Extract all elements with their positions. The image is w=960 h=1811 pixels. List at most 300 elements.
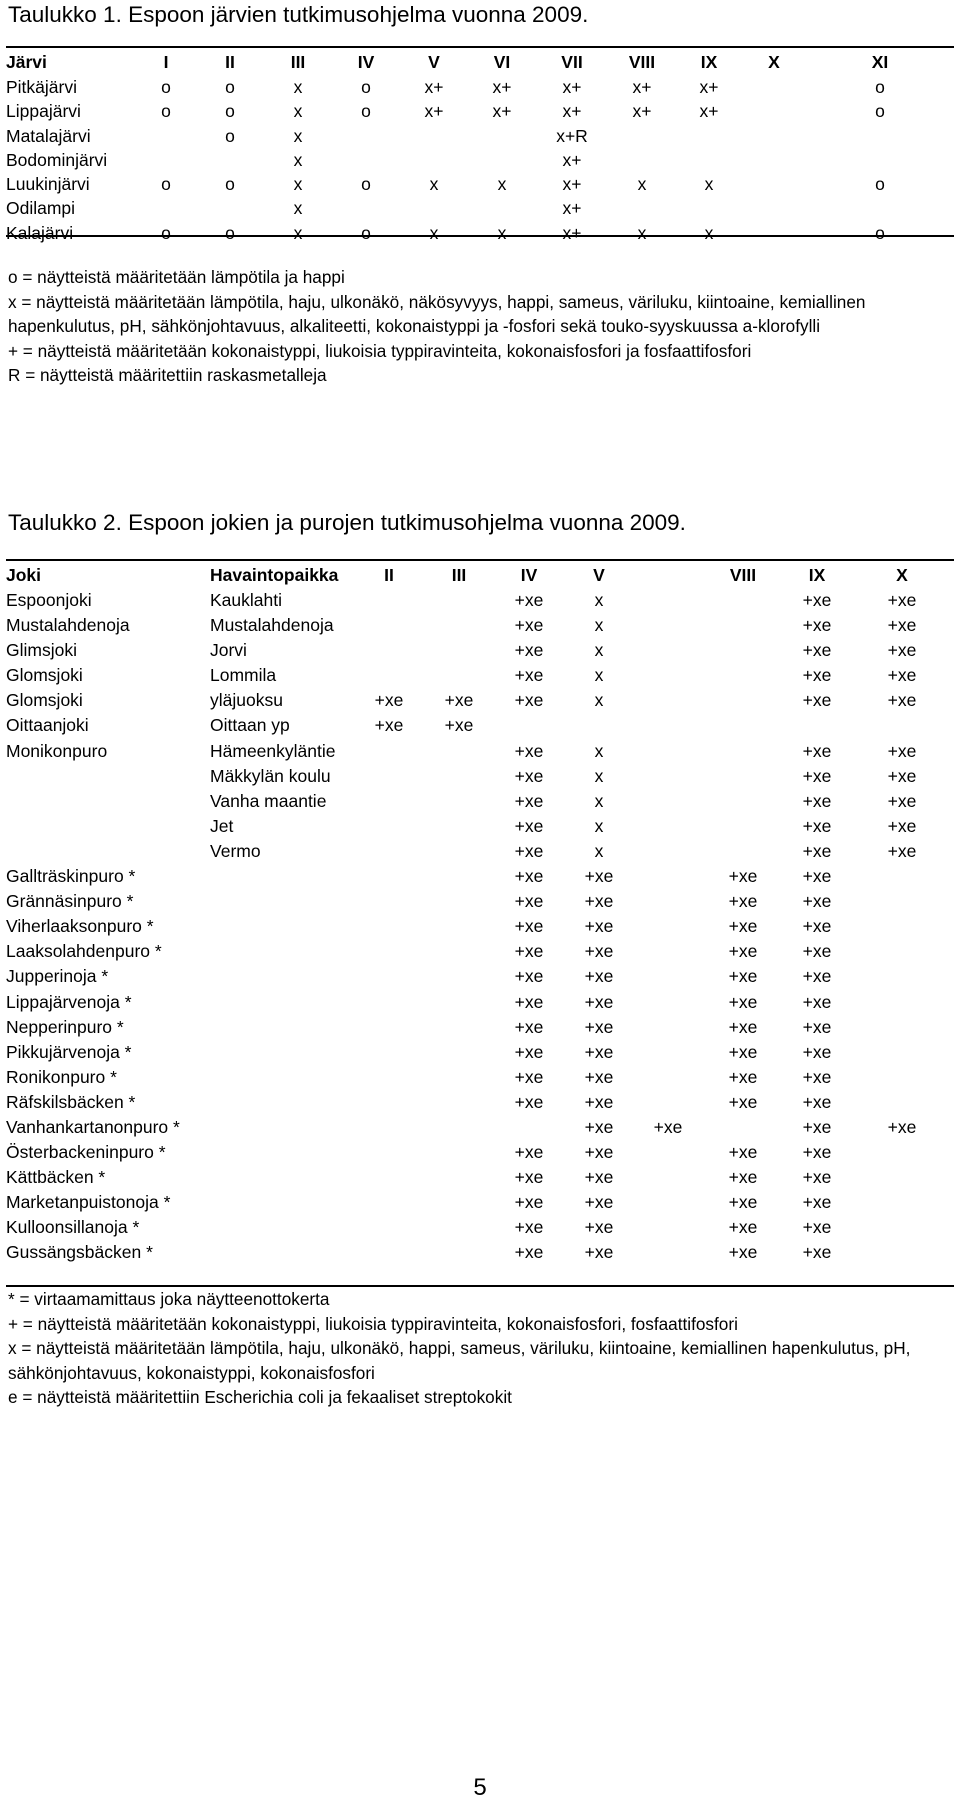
- table-cell: [634, 814, 702, 839]
- table-cell: +xe: [802, 790, 832, 811]
- table-cell: +xe: [584, 941, 614, 962]
- table-cell: [136, 148, 196, 172]
- table-cell: [702, 613, 784, 638]
- header-row: [6, 562, 954, 588]
- table-row: [6, 1190, 954, 1215]
- row-label: Gussängsbäcken *: [6, 1242, 153, 1263]
- table-cell: [850, 713, 954, 738]
- table-cell: +xe: [887, 615, 917, 636]
- table-cell: +xe: [514, 1041, 544, 1062]
- column-header: II: [225, 52, 235, 72]
- table-cell: +xe: [802, 1041, 832, 1062]
- table-cell: [634, 739, 702, 764]
- table-cell: +xe: [584, 1116, 614, 1137]
- row-label: [210, 1015, 354, 1040]
- table-cell: x: [637, 222, 647, 243]
- table-cell: +xe: [584, 991, 614, 1012]
- table-cell: +xe: [514, 765, 544, 786]
- table-cell: +xe: [514, 916, 544, 937]
- table-row: [6, 814, 954, 839]
- table-cell: +xe: [514, 1091, 544, 1112]
- table-cell: [400, 148, 468, 172]
- table-cell: o: [161, 77, 171, 97]
- row-label: [210, 864, 354, 889]
- table-cell: [424, 638, 494, 663]
- table2-notes: [8, 1287, 952, 1410]
- table-cell: x: [293, 101, 303, 122]
- table-cell: +xe: [802, 1016, 832, 1037]
- footnote: x = näytteistä määritetään lämpötila, haju, ulkonäkö, happi, sameus, väriluku, kiintoaine, kemiallinen hapenkulutus, pH, sähkönjohtavuus, kokonaistyppi, kokonaisfosfori: [8, 1338, 911, 1383]
- table-cell: x: [637, 174, 647, 195]
- table-cell: [742, 172, 806, 196]
- table-row: [6, 939, 954, 964]
- table-cell: [354, 739, 424, 764]
- table-cell: +xe: [887, 665, 917, 686]
- table-cell: [354, 964, 424, 989]
- table-cell: [850, 1165, 954, 1190]
- table-cell: +xe: [728, 1242, 758, 1263]
- table-cell: [354, 613, 424, 638]
- page-number: 5: [473, 1774, 487, 1801]
- table-cell: +xe: [802, 966, 832, 987]
- table-cell: +xe: [802, 891, 832, 912]
- row-label: Räfskilsbäcken *: [6, 1091, 136, 1112]
- column-header: IX: [700, 52, 718, 72]
- table-cell: o: [225, 101, 235, 122]
- row-label: Monikonpuro: [6, 740, 108, 761]
- table-cell: x: [293, 222, 303, 243]
- row-label: [6, 814, 210, 839]
- table-cell: +xe: [584, 891, 614, 912]
- row-label: Grännäsinpuro *: [6, 891, 134, 912]
- table-cell: +xe: [514, 866, 544, 887]
- table-cell: +xe: [514, 1242, 544, 1263]
- row-label: Glomsjoki: [6, 690, 83, 711]
- table-cell: [634, 914, 702, 939]
- table-cell: x+: [424, 77, 444, 97]
- row-label: Luukinjärvi: [6, 174, 90, 195]
- table-cell: +xe: [728, 891, 758, 912]
- column-header: Järvi: [6, 52, 47, 72]
- table-cell: [354, 1065, 424, 1090]
- table-cell: [702, 663, 784, 688]
- row-label: Österbackeninpuro *: [6, 1142, 166, 1163]
- table-cell: [634, 864, 702, 889]
- table-cell: [424, 1165, 494, 1190]
- column-header: II: [384, 565, 394, 585]
- table-cell: +xe: [887, 640, 917, 661]
- footnote: x = näytteistä määritetään lämpötila, haju, ulkonäkö, näkösyvyys, happi, sameus, väriluku, kiintoaine, kemiallinen hapenkulutus, pH, sähkönjohtavuus, alkaliteetti, kokonaistyppi ja -fosfori sekä touko-syyskuussa a-klorofylli: [8, 291, 866, 336]
- table-cell: [634, 1165, 702, 1190]
- table-cell: +xe: [728, 1142, 758, 1163]
- table-cell: +xe: [514, 665, 544, 686]
- table-cell: [354, 914, 424, 939]
- column-header: VI: [493, 52, 511, 72]
- table-cell: +xe: [514, 991, 544, 1012]
- table-cell: +xe: [514, 640, 544, 661]
- table-cell: x: [594, 815, 604, 836]
- table-cell: +xe: [802, 916, 832, 937]
- table-cell: [424, 1015, 494, 1040]
- row-label: Jupperinoja *: [6, 966, 109, 987]
- column-header: XI: [871, 52, 889, 72]
- table-cell: o: [875, 222, 885, 243]
- table-cell: x+: [562, 149, 582, 170]
- row-label: Viherlaaksonpuro *: [6, 916, 154, 937]
- lakes-table-header: [6, 49, 954, 75]
- table-cell: +xe: [887, 1116, 917, 1137]
- table-cell: [634, 964, 702, 989]
- table-cell: [634, 1240, 702, 1265]
- table-cell: o: [225, 222, 235, 243]
- table-cell: [354, 1215, 424, 1240]
- table-cell: [354, 588, 424, 613]
- table-cell: +xe: [444, 690, 474, 711]
- footnote: * = virtaamamittaus joka näytteenottokerta: [8, 1289, 330, 1309]
- table-cell: +xe: [802, 615, 832, 636]
- table-cell: +xe: [802, 1091, 832, 1112]
- table-cell: +xe: [887, 590, 917, 610]
- table-cell: [806, 148, 954, 172]
- table-cell: o: [161, 222, 171, 243]
- column-header: IV: [357, 52, 375, 72]
- row-label: Bodominjärvi: [6, 149, 108, 170]
- table-cell: +xe: [728, 1066, 758, 1087]
- table-cell: [136, 196, 196, 220]
- table-cell: [634, 1090, 702, 1115]
- table-cell: +xe: [802, 590, 832, 610]
- table-cell: [742, 99, 806, 123]
- table-cell: x: [293, 174, 303, 195]
- table-cell: [608, 124, 676, 148]
- table-cell: [634, 638, 702, 663]
- table-cell: [424, 964, 494, 989]
- table-cell: [424, 1140, 494, 1165]
- table-cell: +xe: [802, 991, 832, 1012]
- table-cell: +xe: [584, 916, 614, 937]
- table-cell: +xe: [514, 1167, 544, 1188]
- row-label: [210, 914, 354, 939]
- table-cell: x+: [632, 101, 652, 122]
- table-cell: +xe: [584, 1041, 614, 1062]
- table-cell: [136, 124, 196, 148]
- table-cell: +xe: [728, 991, 758, 1012]
- row-label: Mäkkylän koulu: [210, 765, 331, 786]
- table-cell: [850, 889, 954, 914]
- table-cell: +xe: [584, 1217, 614, 1238]
- table-cell: [354, 1115, 424, 1140]
- table-row: [6, 864, 954, 889]
- table-cell: +xe: [728, 1016, 758, 1037]
- table-cell: +xe: [514, 690, 544, 711]
- table-cell: +xe: [653, 1116, 683, 1137]
- table1-top-rule: [6, 46, 954, 48]
- table-cell: [850, 939, 954, 964]
- table-cell: o: [875, 174, 885, 195]
- table-cell: +xe: [802, 840, 832, 861]
- table-cell: [564, 713, 634, 738]
- row-label: Espoonjoki: [6, 590, 92, 610]
- table-cell: [354, 1140, 424, 1165]
- table-cell: [676, 148, 742, 172]
- table-cell: x: [594, 640, 604, 661]
- column-header: X: [768, 52, 780, 72]
- table-cell: x+: [492, 77, 512, 97]
- table-cell: [424, 588, 494, 613]
- row-label: Mustalahdenoja: [6, 615, 130, 636]
- table1-bottom-rule: [6, 235, 954, 237]
- table-cell: +xe: [802, 1217, 832, 1238]
- table-cell: [702, 588, 784, 613]
- table-cell: [424, 789, 494, 814]
- table-cell: +xe: [584, 966, 614, 987]
- row-label: [210, 889, 354, 914]
- table-cell: o: [361, 101, 371, 122]
- table-cell: o: [361, 77, 371, 97]
- table-cell: [702, 688, 784, 713]
- table-row: [6, 1115, 954, 1140]
- table-cell: [742, 196, 806, 220]
- table-row: [6, 75, 954, 99]
- table-cell: +xe: [584, 1142, 614, 1163]
- table-cell: +xe: [728, 1217, 758, 1238]
- row-label: Nepperinpuro *: [6, 1016, 124, 1037]
- table-cell: [634, 688, 702, 713]
- table-cell: +xe: [802, 1116, 832, 1137]
- table-cell: [354, 638, 424, 663]
- table-cell: +xe: [802, 640, 832, 661]
- row-label: Vanha maantie: [210, 790, 327, 811]
- table-cell: [468, 124, 536, 148]
- column-header: [634, 562, 702, 588]
- table-cell: [634, 789, 702, 814]
- table-cell: o: [225, 77, 235, 97]
- table-cell: x: [497, 174, 507, 195]
- table-cell: [424, 990, 494, 1015]
- table-cell: [354, 1165, 424, 1190]
- table-cell: o: [225, 174, 235, 195]
- table-cell: +xe: [514, 615, 544, 636]
- table-row: [6, 739, 954, 764]
- table-cell: [608, 148, 676, 172]
- table-cell: [634, 764, 702, 789]
- table-cell: +xe: [887, 690, 917, 711]
- row-label: Kauklahti: [210, 590, 282, 610]
- table-row: [6, 964, 954, 989]
- table-cell: [400, 196, 468, 220]
- table-cell: +xe: [887, 790, 917, 811]
- table-cell: +xe: [584, 1016, 614, 1037]
- table-cell: [424, 889, 494, 914]
- rivers-table-body: [6, 588, 954, 1266]
- row-label: Lippajärvi: [6, 101, 81, 122]
- table-cell: x: [594, 665, 604, 686]
- table-cell: [850, 1040, 954, 1065]
- row-label: [6, 789, 210, 814]
- table-row: [6, 1140, 954, 1165]
- column-header: VII: [561, 52, 583, 72]
- table-cell: +xe: [514, 840, 544, 861]
- lakes-table: [6, 49, 954, 245]
- row-label: [210, 990, 354, 1015]
- table-cell: +xe: [887, 765, 917, 786]
- table-cell: [634, 1040, 702, 1065]
- table-row: [6, 1165, 954, 1190]
- table-cell: [634, 990, 702, 1015]
- column-header: III: [290, 52, 306, 72]
- table-cell: [196, 196, 264, 220]
- table-cell: +xe: [514, 790, 544, 811]
- row-label: Lippajärvenoja *: [6, 991, 132, 1012]
- column-header: X: [896, 565, 908, 585]
- table-row: [6, 124, 954, 148]
- table-cell: [806, 196, 954, 220]
- table-cell: [424, 1065, 494, 1090]
- table-cell: [424, 739, 494, 764]
- table-cell: +xe: [802, 1192, 832, 1213]
- table-cell: [634, 889, 702, 914]
- footnote: + = näytteistä määritetään kokonaistyppi, liukoisia typpiravinteita, kokonaisfosfori, fosfaattifosfori: [8, 1313, 738, 1334]
- table-row: [6, 789, 954, 814]
- row-label: [210, 1065, 354, 1090]
- table-cell: +xe: [584, 1242, 614, 1263]
- table-cell: x+: [562, 77, 582, 97]
- table-cell: [354, 663, 424, 688]
- row-label: [210, 1240, 354, 1265]
- table-cell: [850, 990, 954, 1015]
- table-cell: x: [594, 740, 604, 761]
- table-cell: [634, 1190, 702, 1215]
- row-label: Pikkujärvenoja *: [6, 1041, 132, 1062]
- table-cell: [850, 864, 954, 889]
- row-label: [210, 1090, 354, 1115]
- table-cell: [424, 814, 494, 839]
- row-label: Vanhankartanonpuro *: [6, 1116, 180, 1137]
- table-cell: [424, 864, 494, 889]
- table-cell: [742, 221, 806, 245]
- table-cell: [424, 663, 494, 688]
- row-label: Oittaanjoki: [6, 715, 89, 736]
- table-cell: +xe: [802, 1242, 832, 1263]
- table-cell: x+: [562, 101, 582, 122]
- table-row: [6, 1215, 954, 1240]
- table-cell: [850, 1065, 954, 1090]
- row-label: Kalajärvi: [6, 222, 74, 243]
- row-label: Oittaan yp: [210, 715, 290, 736]
- rivers-table-header: [6, 562, 954, 588]
- table-cell: x+: [699, 101, 719, 122]
- row-label: [6, 839, 210, 864]
- column-header: V: [593, 565, 605, 585]
- table-cell: [634, 713, 702, 738]
- table-cell: x: [293, 77, 303, 97]
- table-cell: +xe: [444, 715, 474, 736]
- row-label: Laaksolahdenpuro *: [6, 941, 162, 962]
- table-row: [6, 889, 954, 914]
- table-cell: +xe: [514, 966, 544, 987]
- table-cell: +xe: [887, 815, 917, 836]
- table-cell: [354, 1040, 424, 1065]
- table-cell: [742, 75, 806, 99]
- column-header: Joki: [6, 565, 42, 585]
- table-cell: +xe: [802, 1142, 832, 1163]
- table-cell: [424, 1215, 494, 1240]
- table-cell: +xe: [887, 840, 917, 861]
- table-cell: +xe: [514, 1066, 544, 1087]
- table-cell: x+: [632, 77, 652, 97]
- table-cell: [702, 839, 784, 864]
- table-row: [6, 1065, 954, 1090]
- table-cell: [424, 1190, 494, 1215]
- table-row: [6, 638, 954, 663]
- table-cell: +xe: [802, 740, 832, 761]
- table-cell: [354, 1190, 424, 1215]
- table-cell: x+: [699, 77, 719, 97]
- table1-notes: [8, 265, 952, 388]
- table1-caption: Taulukko 1. Espoon järvien tutkimusohjelma vuonna 2009.: [8, 2, 589, 27]
- table-cell: o: [361, 222, 371, 243]
- row-label: Gallträskinpuro *: [6, 866, 136, 887]
- table-cell: [424, 1115, 494, 1140]
- lakes-table-body: [6, 75, 954, 245]
- table-cell: +xe: [802, 1167, 832, 1188]
- table-cell: [494, 713, 564, 738]
- table-row: [6, 764, 954, 789]
- table-cell: x: [429, 222, 439, 243]
- table-cell: +xe: [514, 815, 544, 836]
- table-cell: [850, 1215, 954, 1240]
- table-cell: [424, 914, 494, 939]
- row-label: Pitkäjärvi: [6, 77, 77, 97]
- table-row: [6, 914, 954, 939]
- row-label: Ronikonpuro *: [6, 1066, 117, 1087]
- table-cell: x: [704, 174, 714, 195]
- table-cell: [424, 939, 494, 964]
- row-label: [210, 1115, 354, 1140]
- table-cell: [806, 124, 954, 148]
- table-cell: x: [704, 222, 714, 243]
- table-cell: x+: [424, 101, 444, 122]
- table-cell: [702, 713, 784, 738]
- table-cell: [850, 1190, 954, 1215]
- table-row: [6, 172, 954, 196]
- table-cell: +xe: [514, 1142, 544, 1163]
- table-cell: o: [225, 125, 235, 146]
- table-cell: +xe: [802, 1066, 832, 1087]
- table-cell: x: [293, 125, 303, 146]
- table-cell: [354, 839, 424, 864]
- table-cell: x+: [562, 222, 582, 243]
- table-row: [6, 663, 954, 688]
- table-cell: [494, 1115, 564, 1140]
- table-row: [6, 688, 954, 713]
- table-cell: [354, 1090, 424, 1115]
- table-cell: +xe: [514, 1016, 544, 1037]
- table-cell: [354, 1015, 424, 1040]
- column-header: V: [428, 52, 440, 72]
- table-cell: +xe: [728, 1192, 758, 1213]
- table2-top-rule: [6, 559, 954, 561]
- table-cell: o: [361, 174, 371, 195]
- table-cell: [850, 914, 954, 939]
- table-cell: o: [875, 101, 885, 122]
- table-cell: [424, 1090, 494, 1115]
- table-cell: x: [594, 615, 604, 636]
- table-cell: [634, 939, 702, 964]
- table-cell: +xe: [887, 740, 917, 761]
- table2-caption: Taulukko 2. Espoon jokien ja purojen tutkimusohjelma vuonna 2009.: [8, 510, 686, 535]
- column-header: Havaintopaikka: [210, 565, 339, 585]
